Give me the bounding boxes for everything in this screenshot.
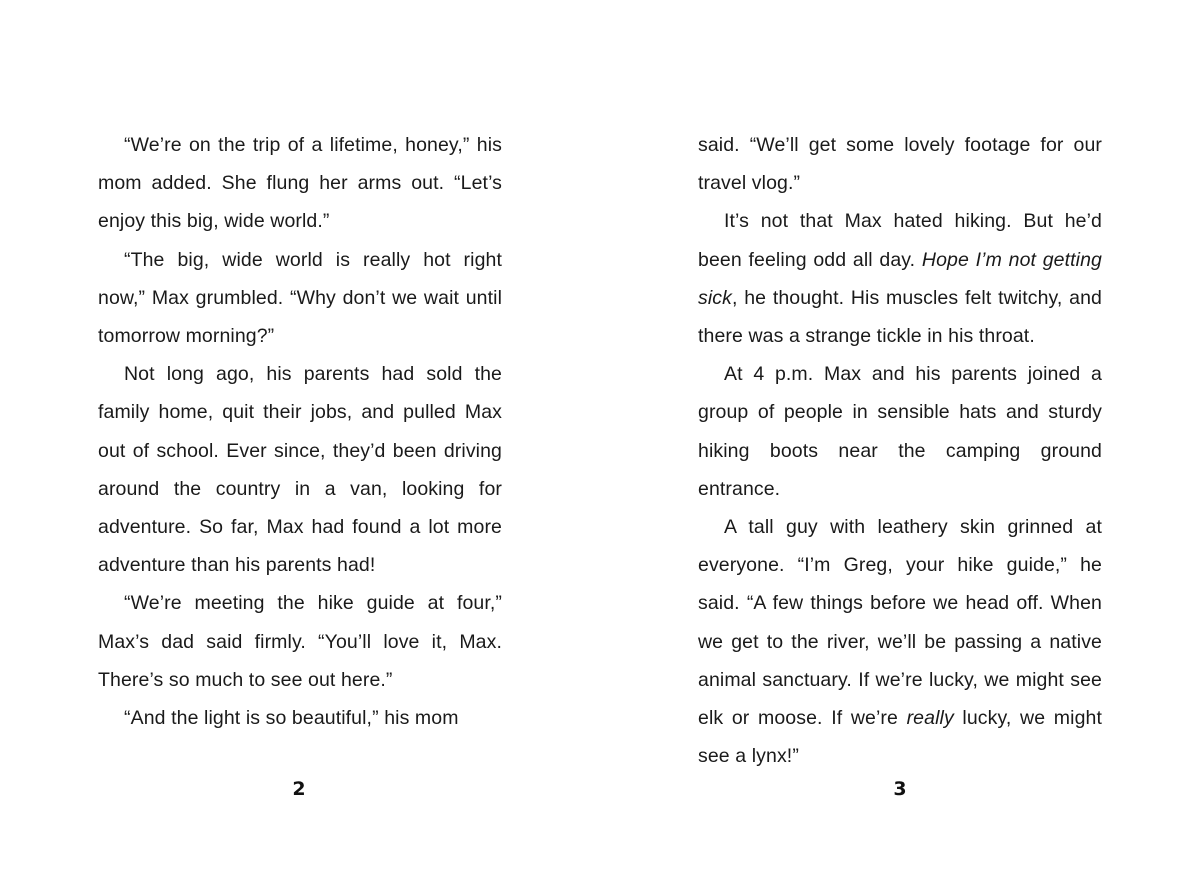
paragraph xyxy=(698,126,1102,202)
paragraph xyxy=(98,699,502,737)
page-number-right: 3 xyxy=(893,778,907,800)
paragraph-text: A tall guy with leathery skin grinned at everyone. “I’m Greg, your hike guide,” he said. “A few things before we head off. When we get to the river, we’ll be passing a native animal sanctuary. If we’re lucky, we might see elk or moose. If we’re xyxy=(698,516,1102,730)
paragraph-text: said. “We’ll get some lovely footage for our travel vlog.” xyxy=(698,134,1102,195)
paragraph xyxy=(698,508,1102,775)
left-page-text xyxy=(98,126,502,737)
right-page xyxy=(600,0,1200,872)
paragraph-text: “And the light is so beautiful,” his mom xyxy=(124,707,459,730)
paragraph-text: “We’re on the trip of a lifetime, honey,” his mom added. She flung her arms out. “Let’s enjoy this big, wide world.” xyxy=(98,134,502,233)
paragraph-text: lucky, we might see a lynx!” xyxy=(698,707,1102,768)
italic-text: really xyxy=(906,707,954,730)
paragraph xyxy=(98,241,502,356)
paragraph-text: “The big, wide world is really hot right now,” Max grumbled. “Why don’t we wait until tomorrow morning?” xyxy=(98,248,502,348)
paragraph-text: , he thought. His muscles felt twitchy, and there was a strange tickle in his throat. xyxy=(698,286,1102,348)
paragraph-text: At 4 p.m. Max and his parents joined a group of people in sensible hats and sturdy hiking boots near the camping ground entrance. xyxy=(698,363,1102,500)
paragraph xyxy=(98,126,502,241)
paragraph xyxy=(698,355,1102,508)
paragraph xyxy=(98,355,502,584)
paragraph-text: “We’re meeting the hike guide at four,” Max’s dad said firmly. “You’ll love it, Max. There’s so much to see out here.” xyxy=(98,592,502,691)
right-page-text xyxy=(698,126,1102,775)
page-number-left: 2 xyxy=(292,778,306,800)
italic-text: Hope I’m not getting sick xyxy=(698,248,1102,309)
paragraph-text: Not long ago, his parents had sold the family home, quit their jobs, and pulled Max out of school. Ever since, they’d been driving around the country in a van, looking for adventure. So far, Max had found a lot more adventure than his parents had! xyxy=(98,363,502,577)
paragraph xyxy=(698,202,1102,355)
paragraph-text: It’s not that Max hated hiking. But he’d been feeling odd all day. xyxy=(698,210,1102,271)
paragraph xyxy=(98,584,502,699)
